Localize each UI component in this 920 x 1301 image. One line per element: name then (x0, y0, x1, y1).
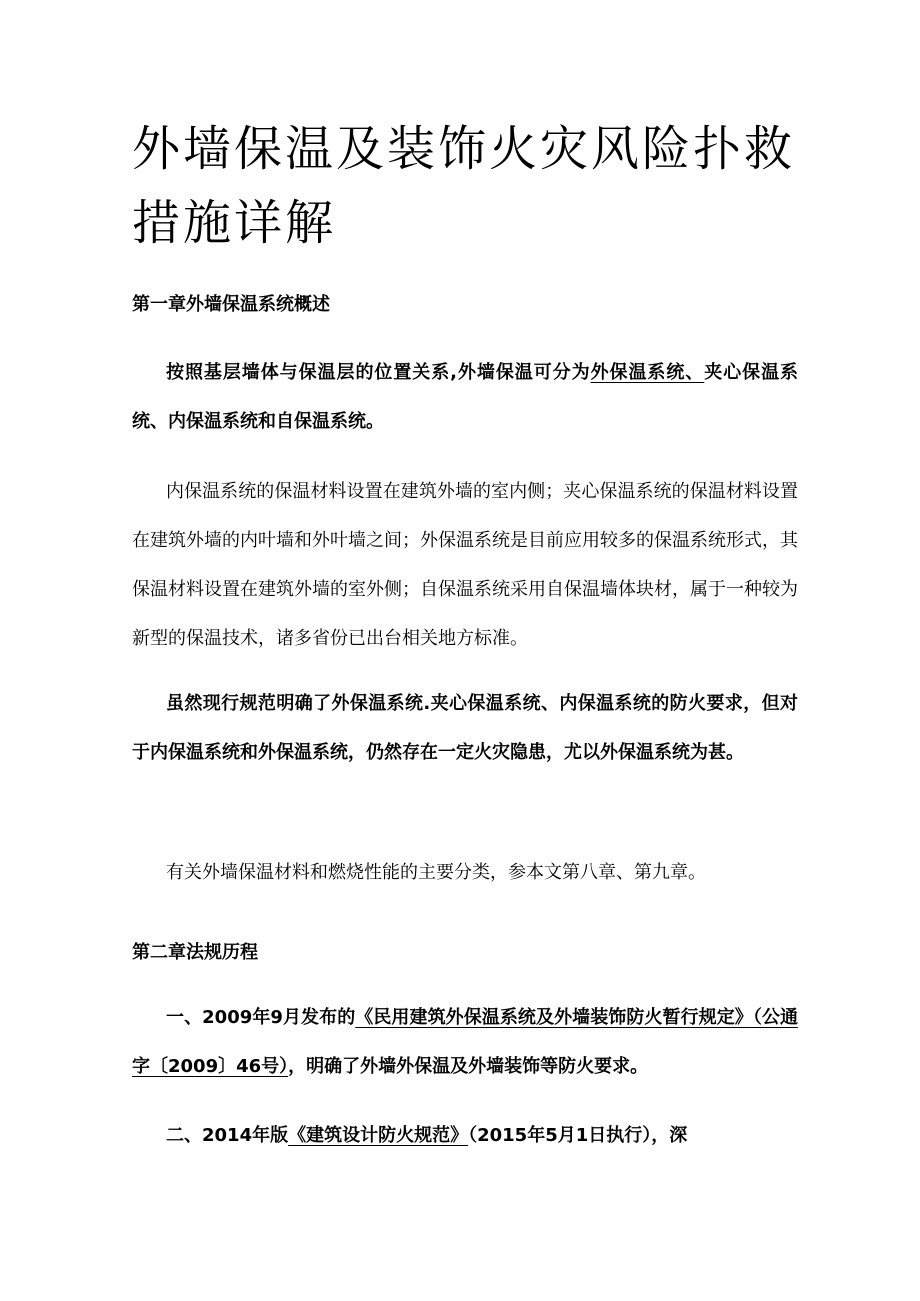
chapter-1-paragraph-2: 内保温系统的保温材料设置在建筑外墙的室内侧；夹心保温系统的保温材料设置在建筑外墙的内叶墙和外叶墙之间；外保温系统是目前应用较多的保温系统形式，其保温材料设置在建筑外墙的室外侧；自保温系统采用自保温墙体块材，属于一种较为新型的保温技术，诸多省份已出台相关地方标准。 (132, 481, 798, 649)
fire-code-link[interactable]: 《建筑设计防火规范》 (288, 1125, 469, 1146)
item-text: （2015年5月1日执行），深 (468, 1125, 688, 1146)
paragraph-text: 夹心保温系统、内保温系统和自保温系统。 (132, 362, 799, 432)
chapter-1-heading: 第一章外墙保温系统概述 (132, 294, 330, 315)
chapter-1-paragraph-3: 虽然现行规范明确了外保温系统.夹心保温系统、内保温系统的防火要求，但对于内保温系统和外保温系统，仍然存在一定火灾隐患，尤以外保温系统为甚。 (132, 693, 798, 763)
chapter-2-item-1 (132, 993, 798, 1091)
paragraph-text: 按照基层墙体与保温层的位置关系,外墙保温可分为 (166, 362, 591, 383)
item-text: 二、2014年版 (166, 1125, 289, 1146)
item-text: ，明确了外墙外保温及外墙装饰等防火要求。 (288, 1056, 649, 1077)
outer-insulation-link[interactable]: 外保温系统、 (590, 362, 705, 383)
chapter-1-paragraph-1 (132, 348, 798, 446)
regulation-link[interactable]: 《民用建筑外保温系统及外墙装饰防火暂行规定》（公通字〔2009〕46号） (132, 1007, 799, 1077)
chapter-2-heading: 第二章法规历程 (132, 942, 258, 963)
chapter-2-item-2 (132, 1111, 798, 1160)
chapter-1-paragraph-4: 有关外墙保温材料和燃烧性能的主要分类，参本文第八章、第九章。 (166, 862, 706, 883)
item-text: 一、2009年9月发布的 (166, 1007, 356, 1028)
document-title: 外墙保温及装饰火灾风险扑救措施详解 (132, 121, 796, 251)
